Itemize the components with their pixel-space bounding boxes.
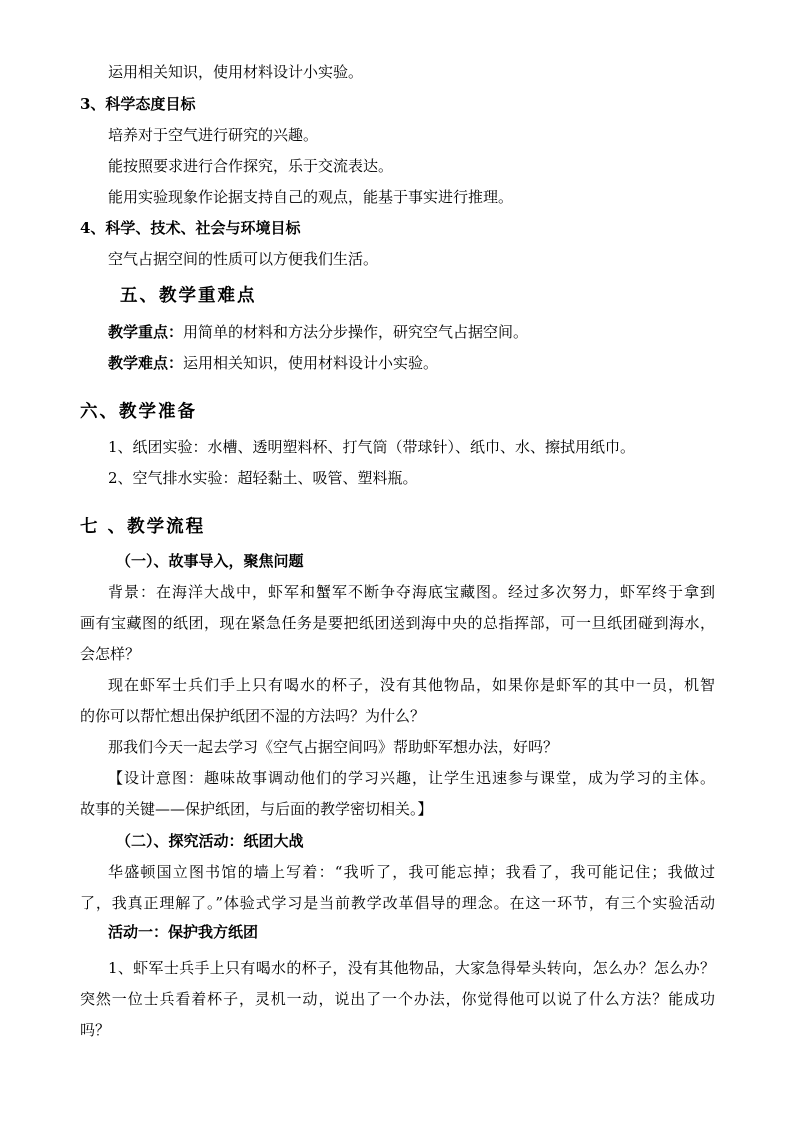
paragraph-line: 那我们今天一起去学习《空气占据空间吗》帮助虾军想办法，好吗？ — [108, 738, 559, 756]
paragraph-line: 能按照要求进行合作探究，乐于交流表达。 — [108, 157, 394, 175]
subsection-heading: （一）、故事导入，聚焦问题 — [116, 552, 304, 570]
line-label: 教学重点： — [108, 323, 184, 341]
paragraph-line: 画有宝藏图的纸团，现在紧急任务是要把纸团送到海中央的总指挥部，可一旦纸团碰到海水， — [80, 614, 715, 632]
activity-heading: 活动一：保护我方纸团 — [108, 923, 259, 941]
chapter-heading: 六、教学准备 — [80, 402, 197, 422]
paragraph-line: 运用相关知识，使用材料设计小实验。 — [108, 63, 364, 81]
design-note-line: 故事的关键——保护纸团，与后面的教学密切相关。】 — [80, 800, 433, 818]
section-heading: 4、科学、技术、社会与环境目标 — [80, 219, 301, 237]
paragraph-line: 培养对于空气进行研究的兴趣。 — [108, 126, 319, 144]
paragraph-line: 吗？ — [80, 1021, 111, 1039]
paragraph-line: 1、纸团实验：水槽、透明塑料杯、打气筒（带球针）、纸巾、水、擦拭用纸巾。 — [108, 438, 636, 456]
paragraph-line: 能用实验现象作论据支持自己的观点，能基于事实进行推理。 — [108, 188, 514, 206]
paragraph-line: 背景：在海洋大战中，虾军和蟹军不断争夺海底宝藏图。经过多次努力，虾军终于拿到 — [108, 583, 715, 601]
paragraph-line: 突然一位士兵看着杯子，灵机一动，说出了一个办法，你觉得他可以说了什么方法？能成功 — [80, 990, 715, 1008]
line-text: 用简单的材料和方法分步操作，研究空气占据空间。 — [183, 323, 529, 341]
paragraph-line: 华盛顿国立图书馆的墙上写着：“我听了，我可能忘掉；我看了，我可能记住；我做过 — [108, 863, 715, 881]
paragraph-line: 2、空气排水实验：超轻黏土、吸管、塑料瓶。 — [108, 469, 418, 487]
line-label: 教学难点： — [108, 354, 184, 372]
labeled-line — [108, 353, 438, 373]
paragraph-line: 的你可以帮忙想出保护纸团不湿的方法吗？为什么？ — [80, 707, 426, 725]
line-text: 运用相关知识，使用材料设计小实验。 — [183, 354, 439, 372]
paragraph-line: 了，我真正理解了。”体验式学习是当前教学改革倡导的理念。在这一环节，有三个实验活动 — [80, 894, 715, 912]
design-note-line: 【设计意图：趣味故事调动他们的学习兴趣，让学生迅速参与课堂，成为学习的主体。 — [108, 769, 715, 787]
paragraph-line: 空气占据空间的性质可以方便我们生活。 — [108, 250, 379, 268]
paragraph-line: 现在虾军士兵们手上只有喝水的杯子，没有其他物品，如果你是虾军的其中一员，机智 — [108, 676, 715, 694]
paragraph-line: 会怎样？ — [80, 645, 141, 663]
section-heading: 3、科学态度目标 — [80, 95, 196, 113]
chapter-heading: 七 、教学流程 — [80, 517, 206, 537]
labeled-line — [108, 322, 528, 342]
paragraph-line: 1、虾军士兵手上只有喝水的杯子，没有其他物品，大家急得晕头转向，怎么办？怎么办？ — [108, 959, 715, 977]
subsection-heading: （二）、探究活动：纸团大战 — [116, 832, 304, 850]
chapter-heading: 五、教学重难点 — [120, 286, 257, 306]
